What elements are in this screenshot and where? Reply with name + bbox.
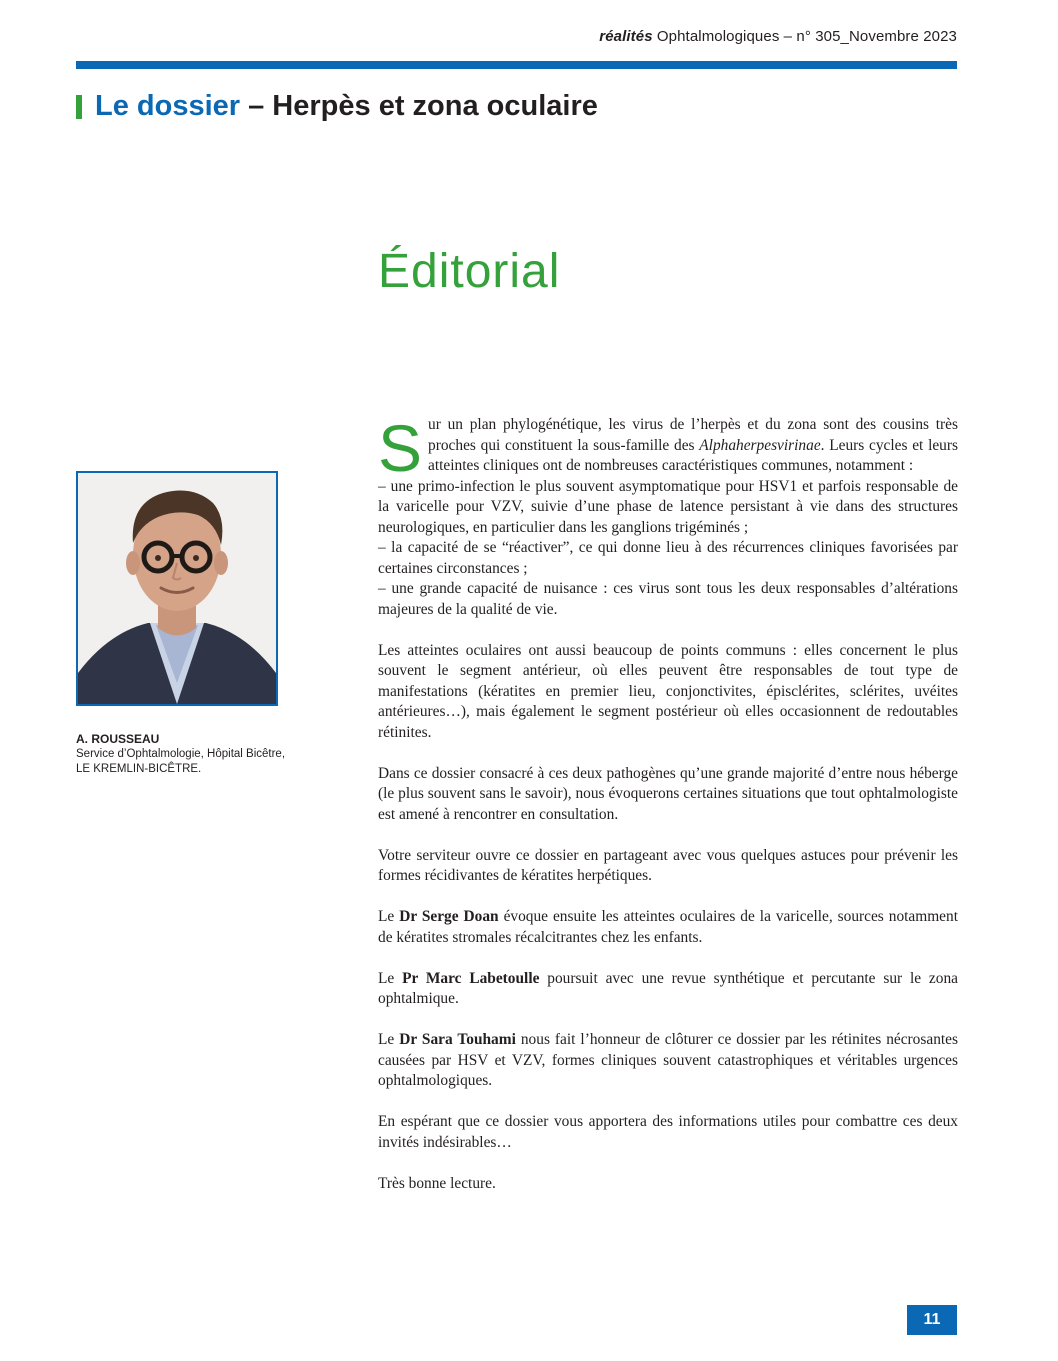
author-name: A. ROUSSEAU <box>76 732 160 746</box>
intro-text-1: ur un plan phylogénétique, les virus de l’herpès et du zona sont des cousins très proches qui constituent la sous-famille des <box>428 416 958 454</box>
bullet-item: – une grande capacité de nuisance : ces virus sont tous les deux responsables d’altérations majeures de la qualité de vie. <box>378 580 958 618</box>
section-marker <box>76 95 82 119</box>
bullet-item: – la capacité de se “réactiver”, ce qui donne lieu à des récurrences cliniques favorisées par certaines circonstances ; <box>378 539 958 577</box>
paragraph: En espérant que ce dossier vous apportera des informations utiles pour combattre ces deux invités indésirables… <box>378 1113 958 1151</box>
intro-paragraph <box>378 411 958 620</box>
page-number: 11 <box>907 1305 957 1335</box>
journal-brand: réalités <box>599 28 653 45</box>
dossier-label: Le dossier <box>95 90 241 122</box>
author-block <box>76 732 336 777</box>
paragraph-text: Le <box>378 908 400 925</box>
author-mention: Dr Serge Doan <box>399 908 499 925</box>
editorial-title: Éditorial <box>378 245 561 298</box>
author-city: LE KREMLIN-BICÊTRE. <box>76 763 202 775</box>
intro-italic: Alphaherpesvirinae <box>699 436 821 454</box>
running-header <box>599 28 957 45</box>
paragraph <box>378 1030 958 1092</box>
dossier-title <box>76 90 598 123</box>
author-mention: Dr Sara Touhami <box>399 1031 516 1048</box>
journal-issue: Ophtalmologiques – n° 305_Novembre 2023 <box>652 28 957 45</box>
editorial-body <box>378 411 958 1215</box>
author-mention: Pr Marc Labetoulle <box>402 969 540 987</box>
paragraph: Dans ce dossier consacré à ces deux pathogènes qu’une grande majorité d’entre nous héberge (le plus souvent sans le savoir), nous évoquerons certaines situations que tout ophtalmologiste est amené à rencontrer en consultation. <box>378 764 958 823</box>
closing-paragraph: Très bonne lecture. <box>378 1174 496 1192</box>
author-affiliation: Service d’Ophtalmologie, Hôpital Bicêtre, <box>76 748 286 760</box>
bullet-item: – une primo-infection le plus souvent asymptomatique pour HSV1 et parfois responsable de la varicelle pour VZV, suivie d’une phase de latence persistant à vie dans des structures neurologiques, en particulier dans les ganglions trigéminés ; <box>378 477 958 536</box>
intro-text-2: . Leurs cycles et leurs atteintes cliniques ont de nombreuses caractéristiques communes, notamment : <box>428 436 958 474</box>
paragraph <box>378 907 958 948</box>
paragraph-text: poursuit avec une revue synthétique et percutante sur le zona ophtalmique. <box>378 969 958 1007</box>
paragraph: Votre serviteur ouvre ce dossier en partageant avec vous quelques astuces pour prévenir les formes récidivantes de kératites herpétiques. <box>378 846 958 884</box>
author-portrait-image <box>78 473 276 704</box>
dossier-subject: – Herpès et zona oculaire <box>240 90 598 122</box>
paragraph-text: Le <box>378 969 403 987</box>
paragraph-text: nous fait l’honneur de clôturer ce dossier par les rétinites nécrosantes causées par HSV et VZV, formes cliniques souvent catastrophiques et véritables urgences ophtalmologiques. <box>378 1031 958 1089</box>
paragraph-text: Le <box>378 1031 400 1048</box>
paragraph: Les atteintes oculaires ont aussi beaucoup de points communs : elles concernent le plus souvent le segment antérieur, où elles peuvent être responsables de tout type de manifestations (kératites en premier lieu, conjonctivites, épisclérites, sclérites, uvéites antérieures…), mais également le segment postérieur où elles occasionnent de redoutables rétinites. <box>378 641 958 741</box>
header-rule <box>76 61 957 69</box>
paragraph <box>378 969 958 1010</box>
paragraph-text: évoque ensuite les atteintes oculaires de la varicelle, sources notamment de kératites stromales récalcitrantes chez les enfants. <box>378 908 958 946</box>
author-photo <box>76 471 278 706</box>
drop-cap: S <box>378 411 423 485</box>
